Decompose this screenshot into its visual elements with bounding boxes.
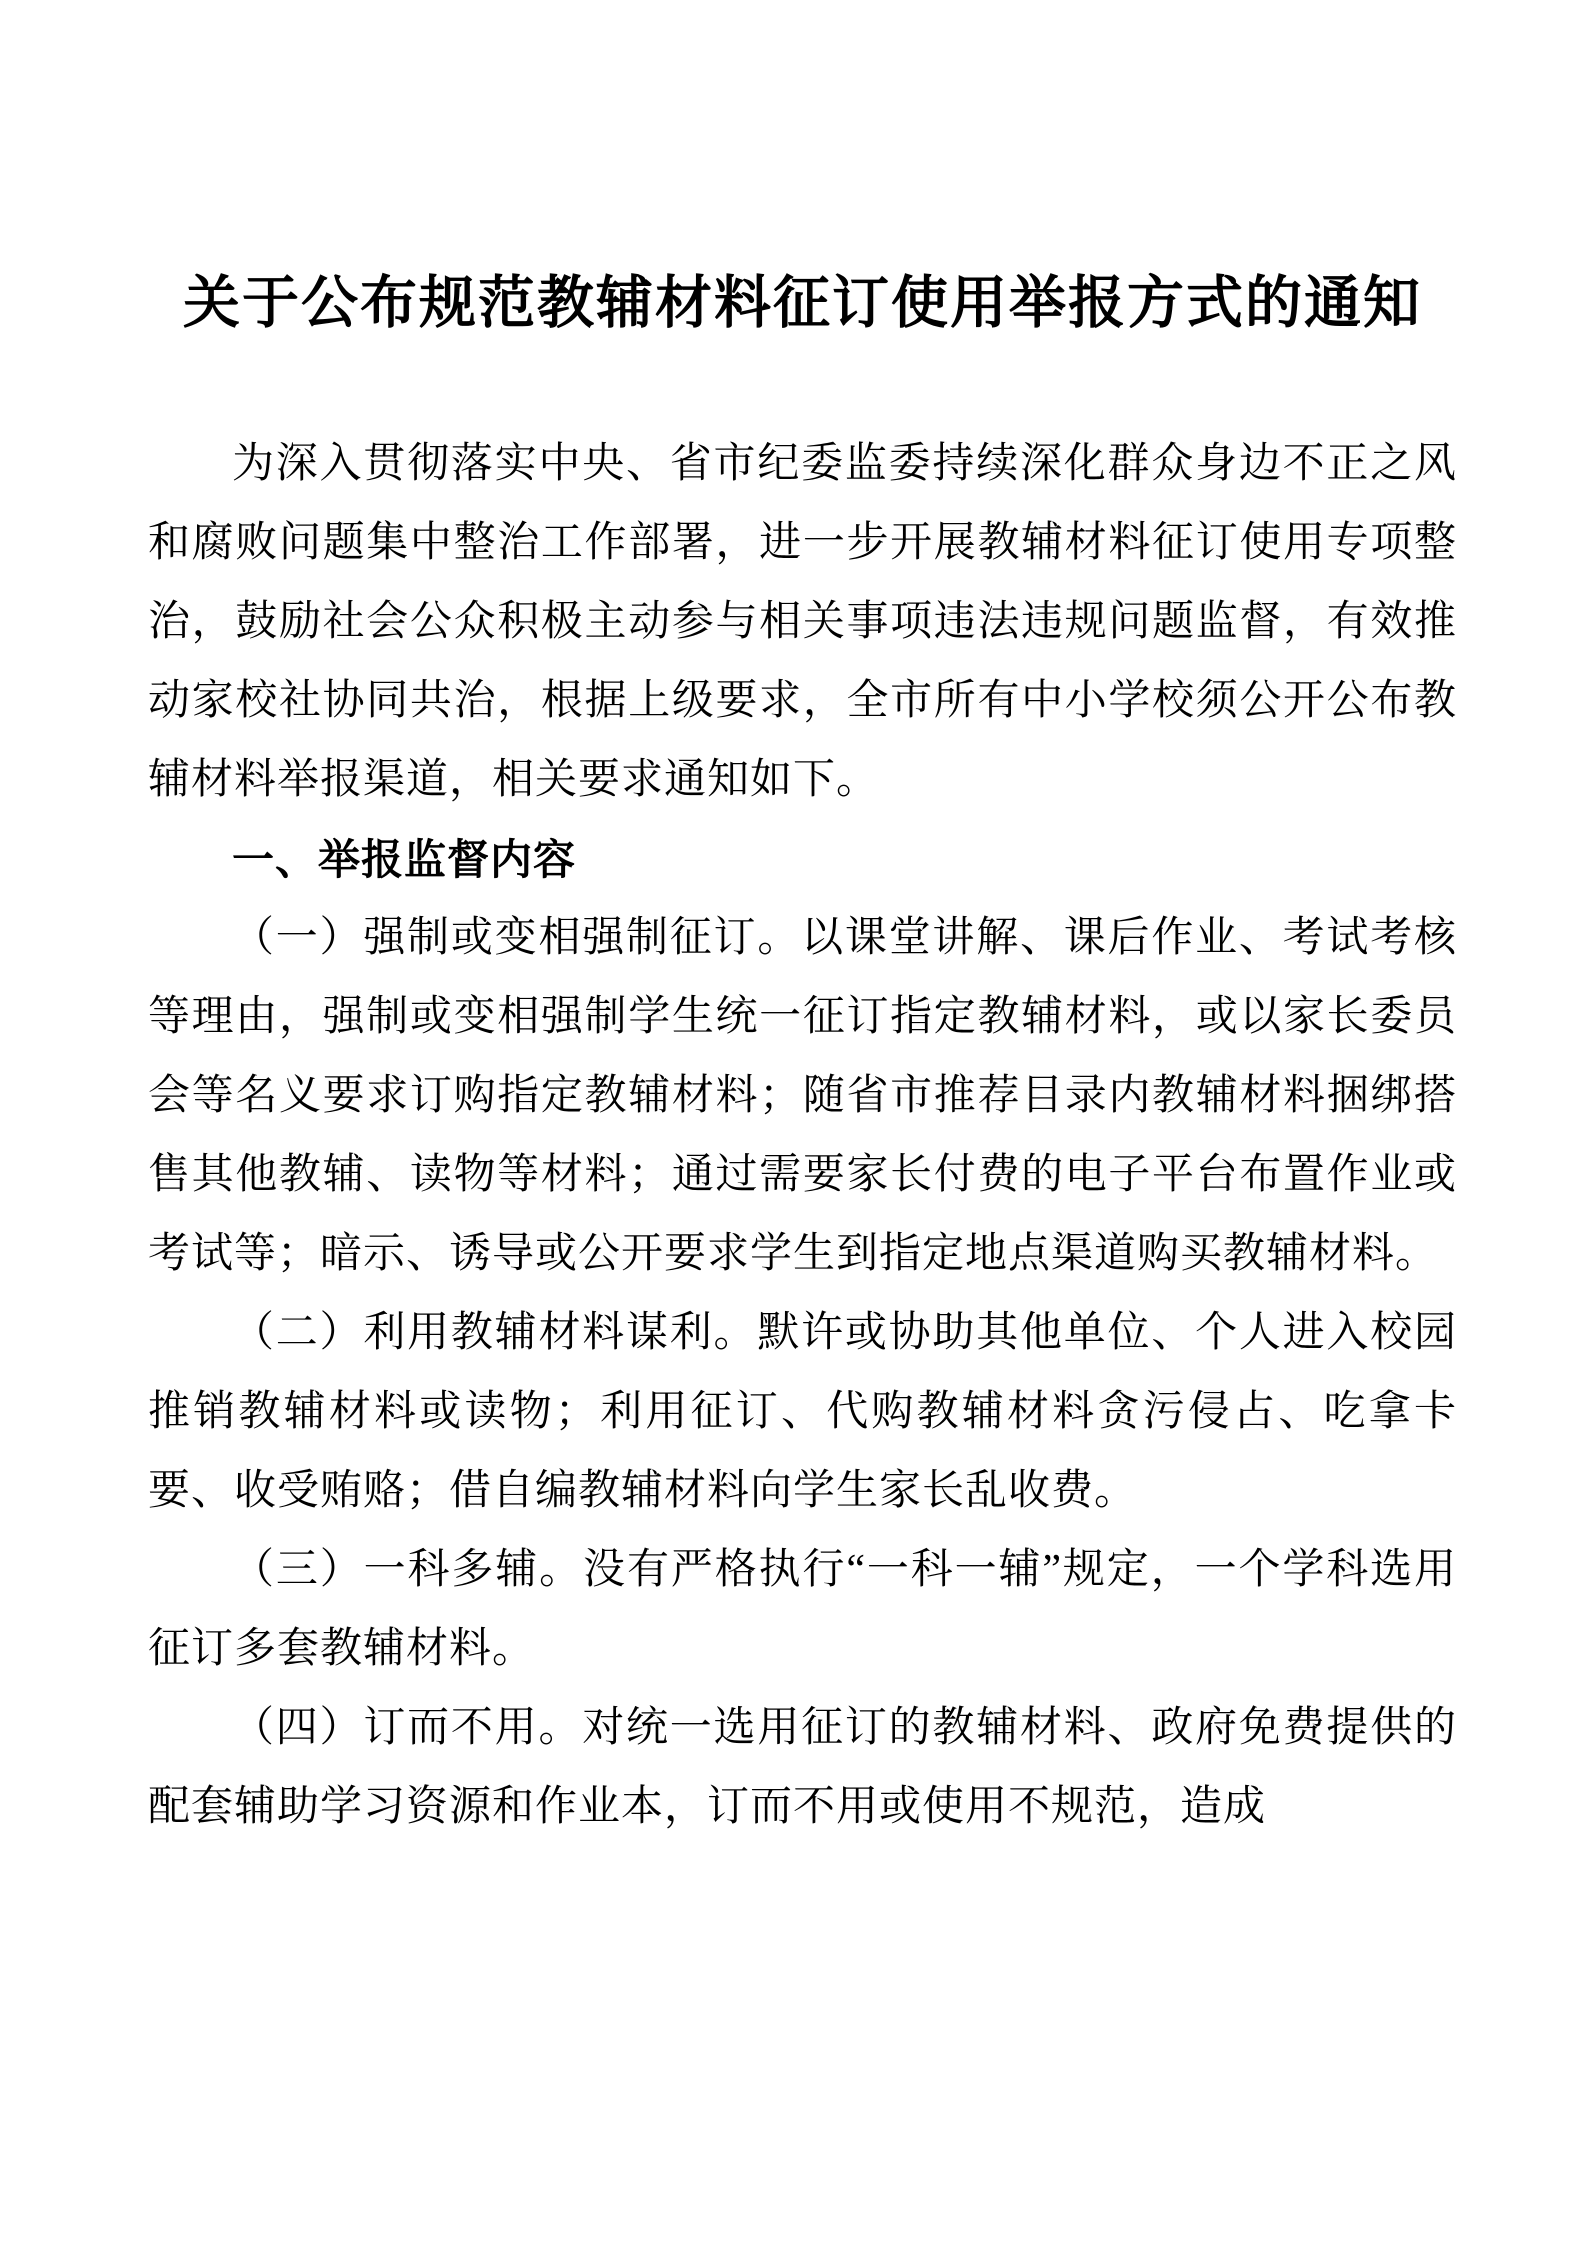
- intro-paragraph: 为深入贯彻落实中央、省市纪委监委持续深化群众身边不正之风和腐败问题集中整治工作部署，进一步开展教辅材料征订使用专项整治，鼓励社会公众积极主动参与相关事项违法违规问题监督，有效推动家校社协同共治，根据上级要求，全市所有中小学校须公开公布教辅材料举报渠道，相关要求通知如下。: [148, 441, 1457, 804]
- section1-item-3: （三）一科多辅。没有严格执行“一科一辅”规定，一个学科选用征订多套教辅材料。: [148, 1547, 1457, 1673]
- section1-item-2: （二）利用教辅材料谋利。默许或协助其他单位、个人进入校园推销教辅材料或读物；利用征订、代购教辅材料贪污侵占、吃拿卡要、收受贿赂；借自编教辅材料向学生家长乱收费。: [148, 1310, 1457, 1515]
- section-heading-1: 一、举报监督内容: [232, 836, 577, 884]
- document-title: 关于公布规范教辅材料征订使用举报方式的通知: [183, 272, 1422, 335]
- section1-item-4: （四）订而不用。对统一选用征订的教辅材料、政府免费提供的配套辅助学习资源和作业本，订而不用或使用不规范，造成: [148, 1705, 1457, 1831]
- section1-item-1: （一）强制或变相强制征订。以课堂讲解、课后作业、考试考核等理由，强制或变相强制学生统一征订指定教辅材料，或以家长委员会等名义要求订购指定教辅材料；随省市推荐目录内教辅材料捆绑搭售其他教辅、读物等材料；通过需要家长付费的电子平台布置作业或考试等；暗示、诱导或公开要求学生到指定地点渠道购买教辅材料。: [148, 915, 1457, 1278]
- document-body: [148, 425, 1457, 1847]
